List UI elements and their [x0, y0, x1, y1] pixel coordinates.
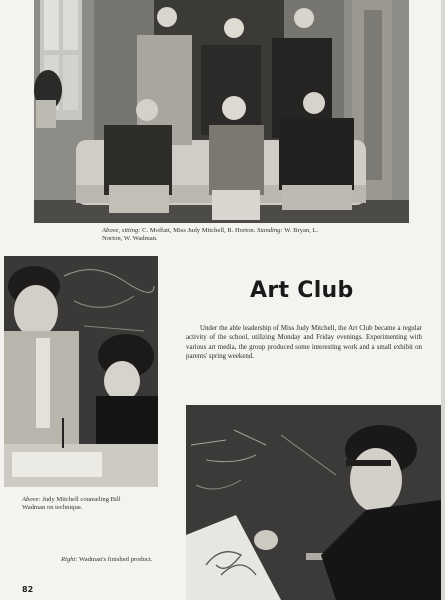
caption-lead-sitting: Above, sitting: — [102, 227, 141, 234]
counsel-caption-lead: Above: — [22, 496, 41, 503]
page-edge-strip — [441, 0, 445, 600]
article-body: Under the able leadership of Miss Judy Mitchell, the Art Club became a regular activity of the school, utilizing Monday and Friday evenings. Experimenting with various art media, the group produced some interesting work and a small exhibit on parents' spring weekend. — [186, 325, 422, 360]
group-photo-caption — [102, 227, 334, 244]
caption-names-standing: W. Bryan, L. Norton, W. Wadman. — [102, 227, 319, 243]
finished-product-photo — [186, 405, 441, 600]
page-number: 82 — [22, 585, 34, 594]
product-caption-text: Wadman's finished product. — [77, 556, 153, 563]
counsel-caption-text: Judy Mitchell counseling Bill Wadman on technique. — [22, 496, 121, 512]
counseling-photo — [4, 256, 158, 487]
page-title: Art Club — [250, 278, 354, 303]
finished-product-caption — [61, 556, 181, 564]
caption-lead-standing: Standing: — [257, 227, 283, 234]
counseling-caption — [22, 496, 142, 513]
group-photo — [34, 0, 409, 223]
product-caption-lead: Right: — [61, 556, 78, 563]
caption-names-sitting: C. Moffatt, Miss Judy Mitchell, R. Horton. — [140, 227, 258, 234]
